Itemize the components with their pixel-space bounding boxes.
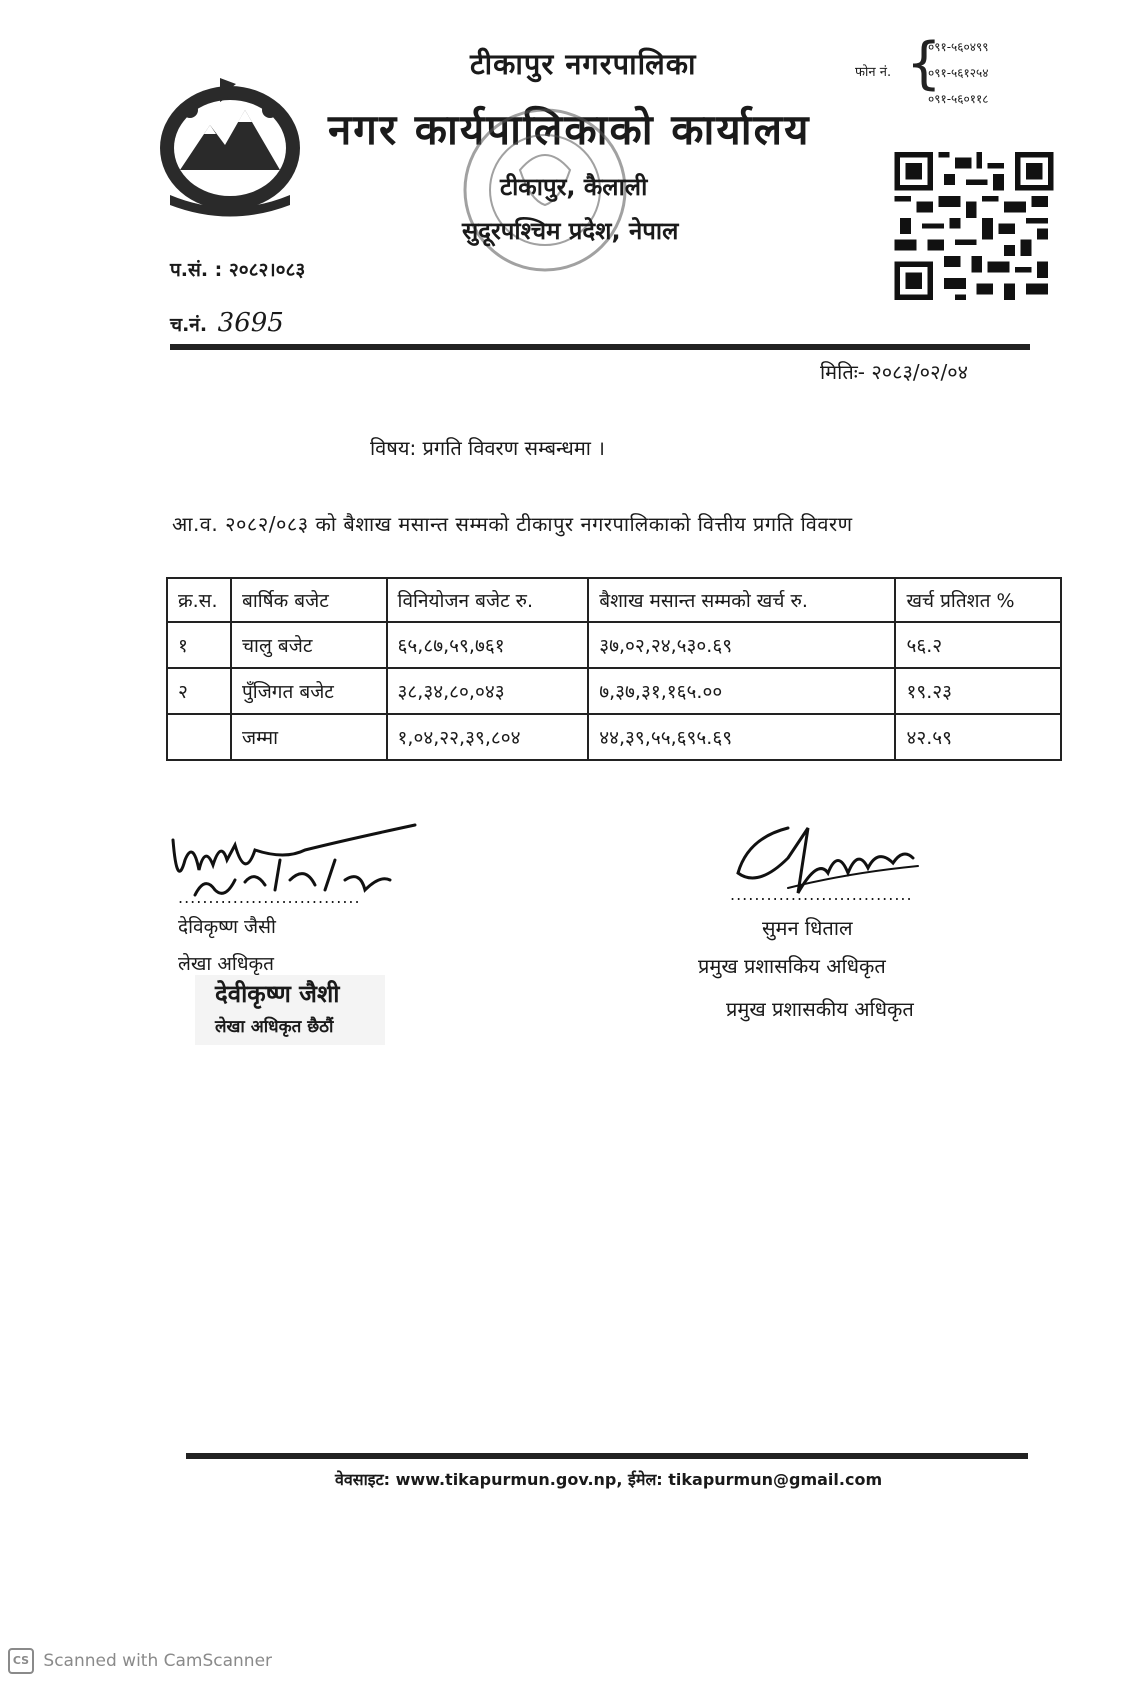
dispatch-label: च.नं. [170, 314, 208, 336]
office-name: नगर कार्यपालिकाको कार्यालय [328, 105, 811, 154]
table-row [167, 668, 1061, 714]
phone-list [928, 34, 989, 112]
camscanner-watermark [8, 1648, 272, 1674]
phone-number: ०९१-५६१२५४ [928, 66, 989, 80]
table-cell: १,०४,२२,३९,८०४ [387, 714, 589, 760]
table-row [167, 622, 1061, 668]
signatory-title: लेखा अधिकृत [178, 953, 274, 975]
signatory-title: प्रमुख प्रशासकिय अधिकृत [698, 954, 886, 978]
address-line-1: टीकापुर, कैलाली [500, 173, 648, 201]
qr-code-icon [893, 152, 1055, 300]
address-line-2: सुदूरपश्चिम प्रदेश, नेपाल [462, 217, 679, 245]
table-cell: १९.२३ [895, 668, 1061, 714]
signatory-name: सुमन धिताल [762, 916, 853, 940]
watermark-text: Scanned with CamScanner [43, 1651, 273, 1671]
table-row-total [167, 714, 1061, 760]
letter-subject: विषय: प्रगति विवरण सम्बन्धमा । [370, 436, 605, 460]
intro-paragraph: आ.व. २०८२/०८३ को बैशाख मसान्त सम्मको टीकापुर नगरपालिकाको वित्तीय प्रगति विवरण [172, 512, 853, 536]
phone-label: फोन नं. [855, 65, 892, 80]
stamp-title: लेखा अधिकृत छैठौं [215, 1017, 334, 1037]
phone-number: ०९१-५६०४९९ [928, 40, 989, 54]
camscanner-icon: CS [8, 1648, 34, 1674]
signatory-name: देविकृष्ण जैसी [178, 916, 276, 938]
brace-icon: { [906, 31, 942, 96]
reference-value: २०८२।०८३ [228, 259, 306, 281]
budget-progress-table [166, 577, 1062, 761]
table-cell: पुँजिगत बजेट [231, 668, 387, 714]
header-divider [170, 344, 1030, 350]
column-header: क्र.स. [167, 578, 231, 622]
table-cell: २ [167, 668, 231, 714]
table-cell: ७,३७,३१,१६५.०० [588, 668, 895, 714]
signature-line: .............................. [730, 885, 913, 904]
dispatch-number [170, 308, 284, 338]
column-header: बार्षिक बजेट [231, 578, 387, 622]
column-header: बैशाख मसान्त सम्मको खर्च रु. [588, 578, 895, 622]
table-cell: ६५,८७,५९,७६१ [387, 622, 589, 668]
nepal-emblem-icon [150, 70, 310, 220]
table-cell: ३७,०२,२४,५३०.६९ [588, 622, 895, 668]
reference-label: प.सं. : [170, 259, 223, 281]
stamp-name: देवीकृष्ण जैशी [215, 980, 340, 1008]
reference-number [170, 256, 305, 282]
table-cell: ५६.२ [895, 622, 1061, 668]
table-cell: ४४,३९,५५,६९५.६९ [588, 714, 895, 760]
table-header-row [167, 578, 1061, 622]
column-header: खर्च प्रतिशत % [895, 578, 1061, 622]
table-cell: जम्मा [231, 714, 387, 760]
dispatch-value: 3695 [217, 308, 284, 338]
table-cell: १ [167, 622, 231, 668]
municipality-name: टीकापुर नगरपालिका [470, 47, 697, 81]
table-cell [167, 714, 231, 760]
footer-divider [186, 1453, 1028, 1459]
phone-number: ०९१-५६०११८ [928, 92, 989, 106]
letter-date: मितिः- २०८३/०२/०४ [820, 360, 969, 384]
stamp-title: प्रमुख प्रशासकीय अधिकृत [726, 997, 914, 1021]
table-cell: ४२.५९ [895, 714, 1061, 760]
signature-line: .............................. [178, 888, 361, 907]
table-cell: चालु बजेट [231, 622, 387, 668]
column-header: विनियोजन बजेट रु. [387, 578, 589, 622]
footer-contact: वेवसाइट: www.tikapurmun.gov.np, ईमेल: tikapurmun@gmail.com [335, 1470, 883, 1489]
table-cell: ३८,३४,८०,०४३ [387, 668, 589, 714]
